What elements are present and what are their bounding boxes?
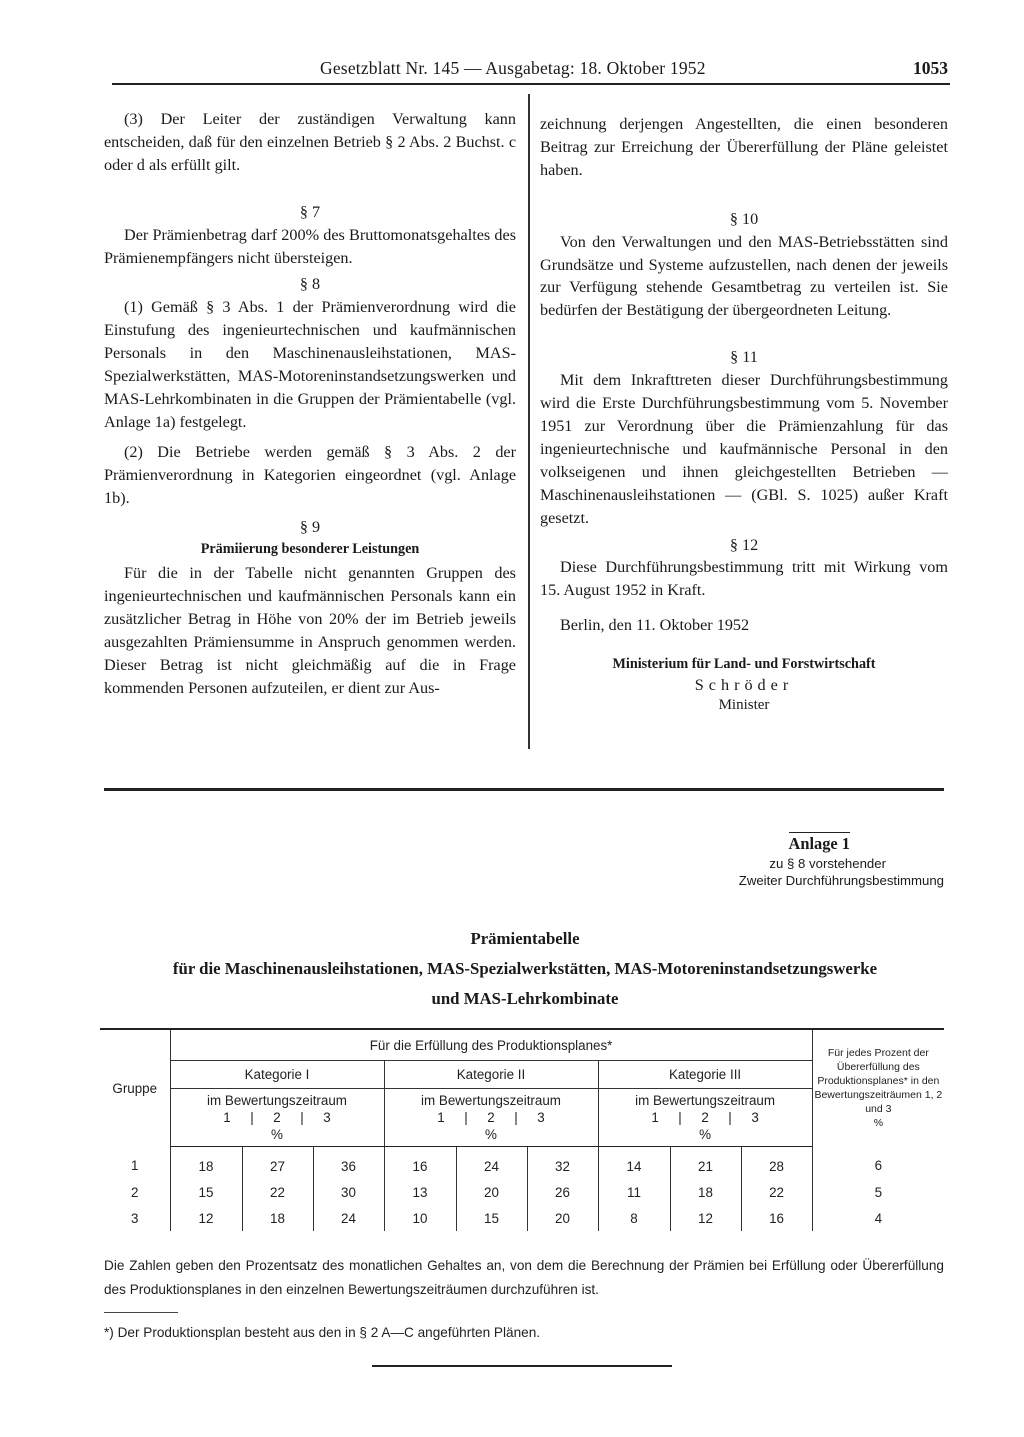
value-cell: 24 — [456, 1147, 527, 1180]
table-title-line-1: Prämientabelle — [470, 929, 580, 948]
table-row — [100, 1179, 944, 1205]
value-cell: 8 — [598, 1205, 670, 1231]
header-rule — [112, 83, 950, 85]
section-11-heading: § 11 — [730, 348, 758, 367]
plan-fulfilment-header: Für die Erfüllung des Produktionsplanes* — [170, 1029, 812, 1061]
period-label: im Bewertungszeitraum — [635, 1093, 776, 1108]
table-note: Die Zahlen geben den Prozentsatz des monatlichen Gehaltes an, von dem die Berechnung der Prämien bei Erfüllung oder Übererfüllung des Produktionsplanes in den einzelnen Bewertungszeiträumen durchzuführen ist. — [104, 1258, 944, 1297]
value-cell: 12 — [170, 1205, 242, 1231]
value-cell: 20 — [456, 1179, 527, 1205]
paragraph-7-3: (3) Der Leiter der zuständigen Verwaltung kann entscheiden, daß für den einzelnen Betrieb § 2 Abs. 2 Buchst. c oder d als erfüllt gilt. — [104, 110, 516, 174]
category-3-header: Kategorie III — [598, 1061, 812, 1089]
value-cell: 14 — [598, 1147, 670, 1180]
value-cell: 11 — [598, 1179, 670, 1205]
period-1: 1 — [437, 1110, 445, 1125]
value-cell: 32 — [527, 1147, 598, 1180]
section-10-heading: § 10 — [729, 209, 759, 228]
right-column — [540, 113, 948, 716]
value-cell: 26 — [527, 1179, 598, 1205]
overfulfilment-cell: 5 — [812, 1179, 944, 1205]
value-cell: 28 — [741, 1147, 812, 1180]
section-9-text: Für die in der Tabelle nicht genannten Gruppen des ingenieurtechnischen und kaufmännischen Personals kann ein zusätzlicher Betrag in Höhe von 20% der im Betrieb jeweils ausgezahlten Prämiensumme in Anspruch genommen werden. Dieser Betrag ist nicht gleichmäßig auf die in Frage kommenden Personen aufzuteilen, er dient zur Aus- — [104, 564, 516, 697]
value-cell: 18 — [670, 1179, 741, 1205]
table-title-line-3: und MAS-Lehrkombinate — [431, 989, 619, 1008]
signer-name: Schröder — [694, 676, 794, 695]
period-label: im Bewertungszeitraum — [207, 1093, 347, 1108]
percent-unit: % — [271, 1127, 283, 1142]
period-3: 3 — [537, 1110, 545, 1125]
value-cell: 16 — [741, 1205, 812, 1231]
group-header: Gruppe — [100, 1029, 170, 1147]
period-2: 2 — [487, 1110, 495, 1125]
annex-reference-line-2: Zweiter Durchführungsbestimmung — [738, 873, 944, 888]
period-label: im Bewertungszeitraum — [421, 1093, 561, 1108]
period-1: 1 — [651, 1110, 659, 1125]
section-12-text: Diese Durchführungsbestimmung tritt mit Wirkung vom 15. August 1952 in Kraft. — [540, 558, 948, 600]
group-cell: 3 — [131, 1210, 139, 1226]
value-cell: 18 — [242, 1205, 313, 1231]
premium-table — [100, 1028, 944, 1231]
percent-unit: % — [485, 1127, 497, 1142]
value-cell: 36 — [313, 1147, 384, 1180]
value-cell: 10 — [384, 1205, 456, 1231]
section-12-heading: § 12 — [729, 535, 759, 554]
category-2-header: Kategorie II — [384, 1061, 598, 1089]
section-9-heading: § 9 — [299, 517, 321, 536]
footnote-rule — [104, 1312, 178, 1313]
period-header-category-1: im Bewertungszeitraum 1 | 2 | 3 % — [170, 1089, 384, 1147]
section-7-text: Der Prämienbetrag darf 200% des Bruttomonatsgehaltes des Prämienempfängers nicht übersteigen. — [104, 225, 516, 267]
overfulfilment-unit: % — [873, 1117, 884, 1130]
end-rule — [372, 1365, 672, 1367]
overfulfilment-cell: 4 — [812, 1205, 944, 1231]
period-3: 3 — [323, 1110, 331, 1125]
left-column — [104, 108, 516, 700]
value-cell: 27 — [242, 1147, 313, 1180]
overfulfilment-header — [812, 1029, 944, 1147]
value-cell: 15 — [170, 1179, 242, 1205]
section-9-continuation: zeichnung derjengen Angestellten, die einen besonderen Beitrag zur Erreichung der Übererfüllung der Pläne geleistet haben. — [540, 115, 948, 179]
period-2: 2 — [701, 1110, 709, 1125]
section-separator-rule — [104, 788, 944, 791]
table-row — [100, 1147, 944, 1180]
section-9-title: Prämiierung besonderer Leistungen — [200, 541, 420, 558]
value-cell: 24 — [313, 1205, 384, 1231]
group-cell: 1 — [131, 1158, 139, 1174]
period-3: 3 — [751, 1110, 759, 1125]
value-cell: 22 — [242, 1179, 313, 1205]
value-cell: 18 — [170, 1147, 242, 1180]
overfulfilment-header-text: Für jedes Prozent der Übererfüllung des Produktionsplanes* in den Bewertungszeiträumen 1, 2 und 3 — [814, 1047, 943, 1116]
percent-unit: % — [699, 1127, 712, 1142]
place-and-date: Berlin, den 11. Oktober 1952 — [560, 616, 750, 635]
value-cell: 21 — [670, 1147, 741, 1180]
period-2: 2 — [273, 1110, 281, 1125]
column-divider — [528, 94, 530, 749]
section-8-heading: § 8 — [299, 275, 321, 294]
signer-role: Minister — [718, 697, 770, 714]
period-header-category-2: im Bewertungszeitraum 1 | 2 | 3 % — [384, 1089, 598, 1147]
annex-label — [560, 833, 944, 889]
value-cell: 30 — [313, 1179, 384, 1205]
period-header-category-3: im Bewertungszeitraum 1 | 2 | 3 % — [598, 1089, 812, 1147]
value-cell: 16 — [384, 1147, 456, 1180]
premium-table-title — [80, 924, 970, 1014]
section-11-text: Mit dem Inkrafttreten dieser Durchführungsbestimmung wird die Erste Durchführungsbestimmung vom 5. November 1951 zur Verordnung über die Prämienzahlung für das ingenieurtechnische und kaufmännische Personal in den volkseigenen und ihnen gleichgestellten Betrieben — Maschinenausleihstationen — (GBl. S. 1025) außer Kraft gesetzt. — [540, 371, 948, 527]
page-number: 1053 — [913, 58, 948, 78]
value-cell: 13 — [384, 1179, 456, 1205]
annex-title: Anlage 1 — [788, 834, 850, 853]
period-1: 1 — [223, 1110, 231, 1125]
overfulfilment-cell: 6 — [812, 1147, 944, 1180]
value-cell: 12 — [670, 1205, 741, 1231]
section-10-text: Von den Verwaltungen und den MAS-Betriebsstätten sind Grundsätze und Systeme aufzustellen, nach denen der jeweils zur Verfügung stehende Gesamtbetrag zu verteilen ist. Sie bedürfen der Bestätigung der übergeordneten Leitung. — [540, 232, 948, 320]
annex-reference-line-1: zu § 8 vorstehender — [769, 856, 886, 871]
table-title-line-2: für die Maschinenausleihstationen, MAS-Spezialwerkstätten, MAS-Motoreninstandsetzungswerke — [172, 959, 878, 978]
section-8-paragraph-1: (1) Gemäß § 3 Abs. 1 der Prämienverordnung wird die Einstufung des ingenieurtechnischen und kaufmännischen Personals in den Maschinenausleihstationen, MAS-Spezialwerkstätten, MAS-Motoreninstandsetzungswerken und MAS-Lehrkombinaten in die Gruppen der Prämientabelle (vgl. Anlage 1a) festgelegt. — [104, 298, 516, 431]
value-cell: 20 — [527, 1205, 598, 1231]
group-cell: 2 — [131, 1184, 139, 1200]
ministry-name: Ministerium für Land- und Forstwirtschaft — [612, 656, 876, 673]
table-row — [100, 1205, 944, 1231]
category-1-header: Kategorie I — [170, 1061, 384, 1089]
running-header — [112, 56, 950, 84]
section-7-heading: § 7 — [299, 202, 321, 221]
section-8-paragraph-2: (2) Die Betriebe werden gemäß § 3 Abs. 2 der Prämienverordnung in Kategorien eingeordnet (vgl. Anlage 1b). — [104, 442, 516, 507]
value-cell: 15 — [456, 1205, 527, 1231]
footnote: *) Der Produktionsplan besteht aus den in § 2 A—C angeführten Plänen. — [104, 1325, 541, 1340]
gazette-issue-title: Gesetzblatt Nr. 145 — Ausgabetag: 18. Oktober 1952 — [320, 58, 706, 78]
value-cell: 22 — [741, 1179, 812, 1205]
